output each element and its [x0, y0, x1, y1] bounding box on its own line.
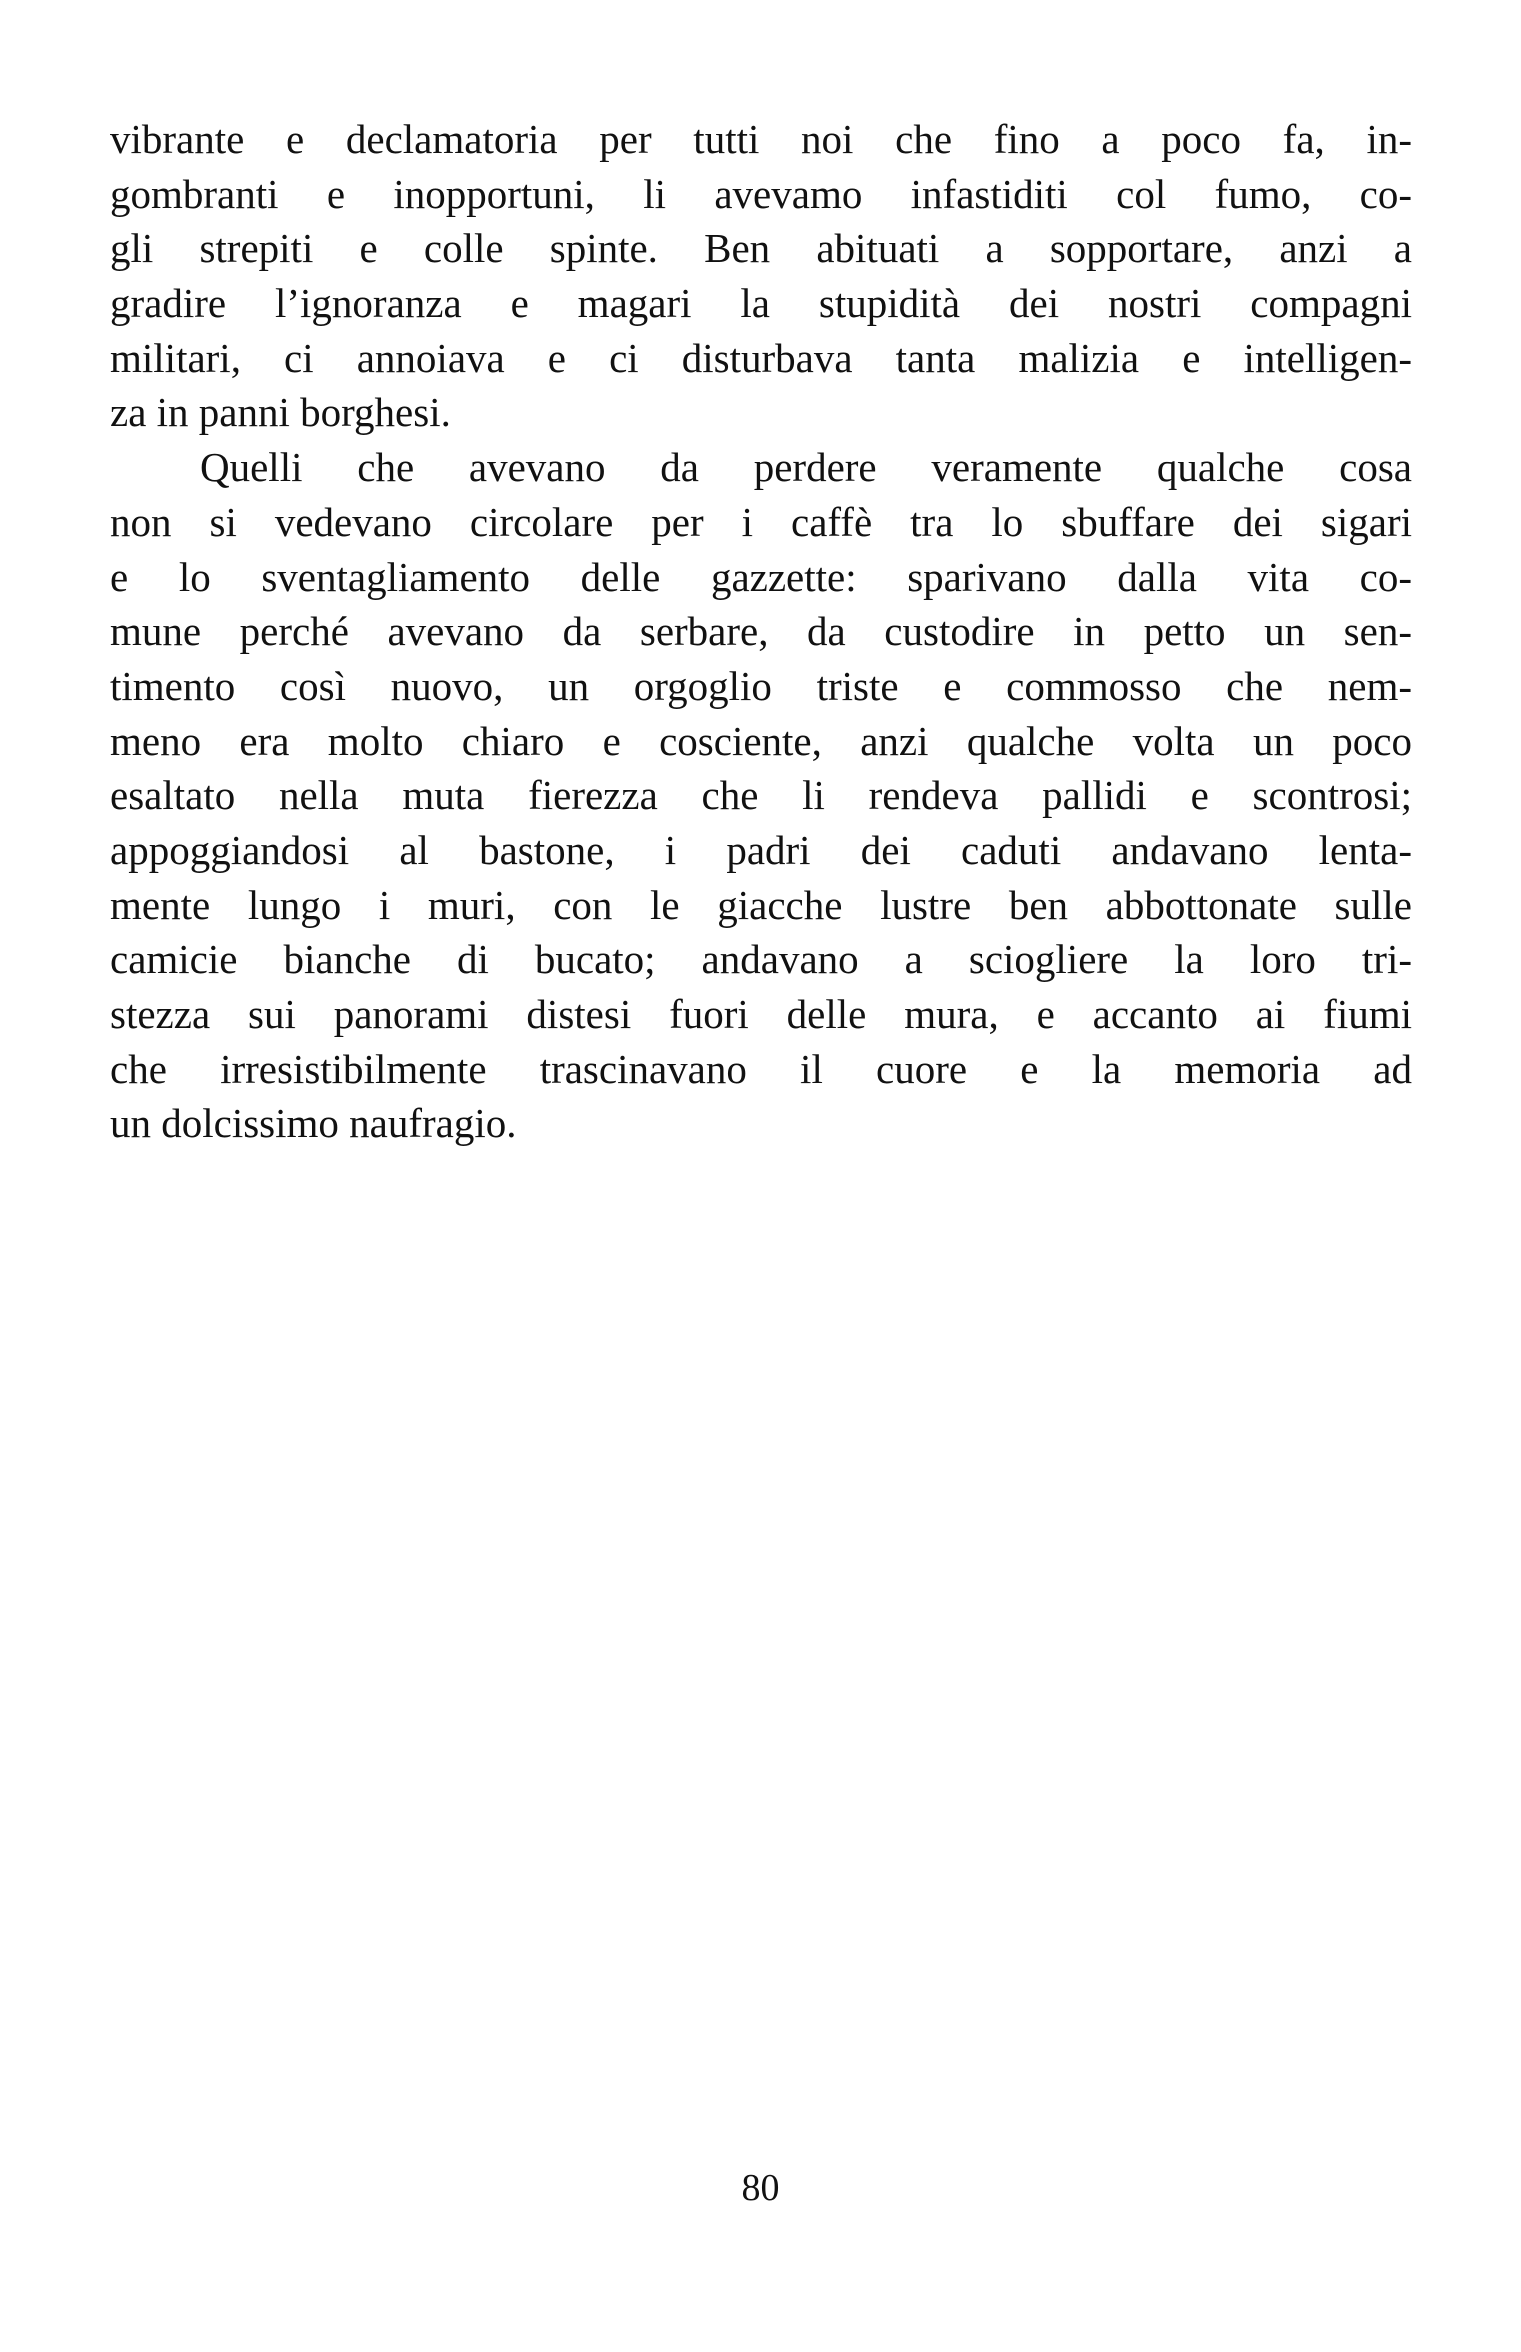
text-line: meno era molto chiaro e cosciente, anzi qualche volta un poco	[110, 717, 1412, 764]
page-number: 80	[741, 2167, 780, 2209]
text-line: za in panni borghesi.	[110, 389, 451, 436]
text-line: timento così nuovo, un orgoglio triste e commosso che nem-	[110, 662, 1412, 709]
text-line: mune perché avevano da serbare, da custodire in petto un sen-	[110, 608, 1412, 655]
text-line: gombranti e inopportuni, li avevamo infastiditi col fumo, co-	[110, 170, 1412, 217]
text-line: gli strepiti e colle spinte. Ben abituati a sopportare, anzi a	[110, 225, 1412, 272]
text-line: camicie bianche di bucato; andavano a sciogliere la loro tri-	[110, 936, 1412, 983]
text-line: vibrante e declamatoria per tutti noi che fino a poco fa, in-	[110, 116, 1412, 162]
text-line: esaltato nella muta fierezza che li rendeva pallidi e scontrosi;	[110, 772, 1412, 819]
text-line: stezza sui panorami distesi fuori delle mura, e accanto ai fiumi	[110, 991, 1412, 1037]
text-line: gradire l’ignoranza e magari la stupidità dei nostri compagni	[110, 280, 1412, 327]
body-text	[110, 112, 1412, 1151]
text-line: e lo sventagliamento delle gazzette: sparivano dalla vita co-	[110, 553, 1412, 600]
text-line: mente lungo i muri, con le giacche lustre ben abbottonate sulle	[110, 881, 1412, 928]
text-line: militari, ci annoiava e ci disturbava tanta malizia e intelligen-	[110, 334, 1412, 381]
text-line: appoggiandosi al bastone, i padri dei caduti andavano lenta-	[110, 826, 1412, 873]
paragraph-first-line: Quelli che avevano da perdere veramente qualche cosa	[200, 444, 1412, 491]
text-line: che irresistibilmente trascinavano il cuore e la memoria ad	[110, 1045, 1412, 1092]
text-line: un dolcissimo naufragio.	[110, 1100, 517, 1147]
text-line: non si vedevano circolare per i caffè tra lo sbuffare dei sigari	[110, 498, 1412, 545]
